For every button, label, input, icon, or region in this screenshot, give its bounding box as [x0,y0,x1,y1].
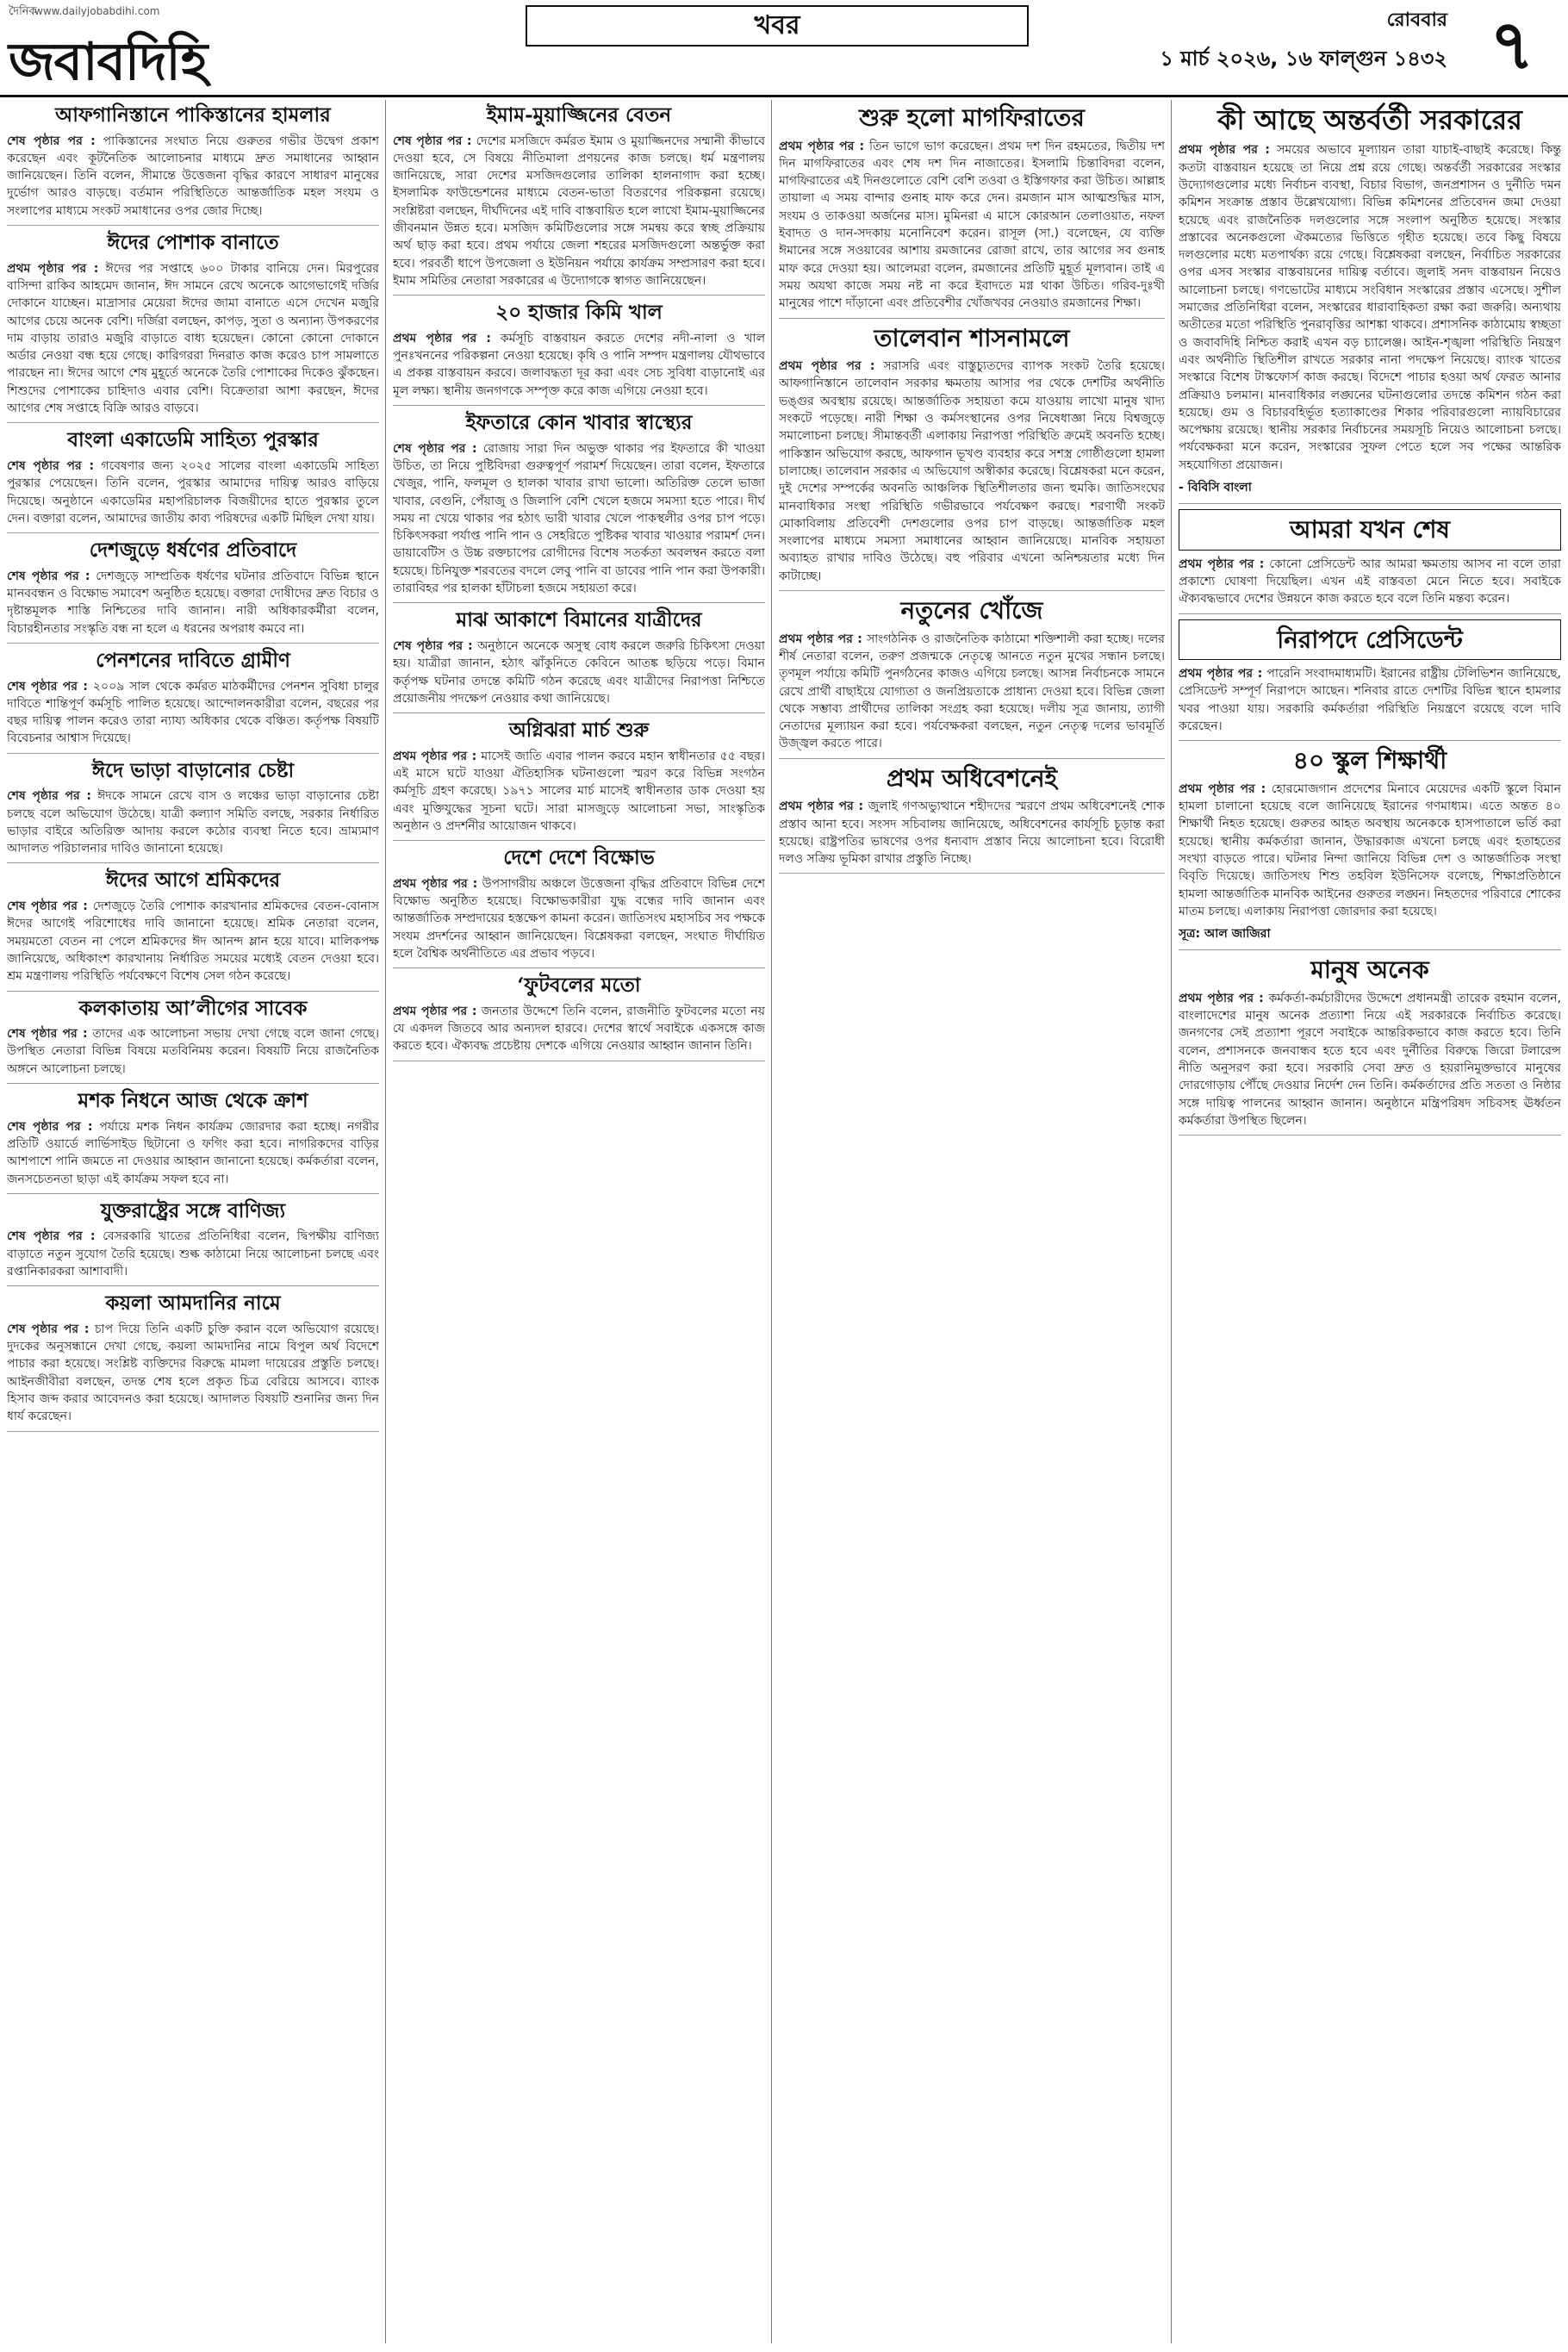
article-headline: আফগানিস্তানে পাকিস্তানের হামলার [55,103,331,127]
article-body [7,1025,379,1078]
column-4 [1179,100,1561,2343]
news-article [7,1291,379,1431]
article-text: জনতার উদ্দেশে তিনি বলেন, রাজনীতি ফুটবলের মতো নয় যে একদল জিতবে আর অন্যদল হারবে। দেশের স্বার্থে সবাইকে একসঙ্গে কাজ করতে হবে। ঐক্যবদ্ধ প্রচেষ্টায় দেশকে এগিয়ে নেওয়ার আহ্বান জানান তিনি। [393,1004,765,1054]
article-headline: তালেবান শাসনামলে [874,323,1070,352]
news-article [393,608,765,713]
article-body [779,798,1165,868]
article-body [779,358,1165,585]
article-headline: ইমাম-মুয়াজ্জিনের বেতন [486,103,672,127]
article-text: সাংগঠনিক ও রাজনৈতিক কাঠামো শক্তিশালী করা হচ্ছে। দলের শীর্ষ নেতারা বলেন, তরুণ প্রজন্মকে নেতৃত্বে আনতে নতুন মুখের সন্ধান চলছে। তৃণমূল পর্যায়ে কমিটি পুনর্গঠনের কাজও এগিয়ে চলছে। আসন্ন নির্বাচনকে সামনে রেখে প্রার্থী বাছাইয়ে যোগ্যতা ও জনপ্রিয়তাকে প্রাধান্য দেওয়া হবে। বিভিন্ন জেলা থেকে সম্ভাব্য প্রার্থীদের তালিকা সংগ্রহ করা হয়েছে। দলীয় সূত্র জানায়, ত্যাগী নেতাদের মূল্যায়ন করা হবে। পর্যবেক্ষকরা বলছেন, নতুন নেতৃত্ব দলের ভাবমূর্তি উজ্জ্বল করতে পারে। [779,632,1165,751]
article-text: দেশের মসজিদে কর্মরত ইমাম ও মুয়াজ্জিনদের সম্মানী কীভাবে দেওয়া হবে, সে বিষয়ে নীতিমালা প্রণয়নের কাজ চলছে। ধর্ম মন্ত্রণালয় জানিয়েছে, সারা দেশের মসজিদগুলোর তালিকা হালনাগাদ করা হচ্ছে। ইসলামিক ফাউন্ডেশনের মাধ্যমে বেতন-ভাতা বিতরণের পরিকল্পনা রয়েছে। সংশ্লিষ্টরা বলছেন, দীর্ঘদিনের এই দাবি বাস্তবায়িত হলে লাখো ইমাম-মুয়াজ্জিনের জীবনমান উন্নত হবে। মসজিদ কমিটিগুলোর সঙ্গে সমন্বয় করে স্বচ্ছ প্রক্রিয়ায় অর্থ ছাড় করা হবে। প্রথম পর্যায়ে জেলা শহরের মসজিদগুলো অন্তর্ভুক্ত করা হবে। পরবর্তী ধাপে উপজেলা ও ইউনিয়ন পর্যায়ে কার্যক্রম সম্প্রসারণ করা হবে। ইমাম সমিতির নেতারা সরকারের এ উদ্যোগকে স্বাগত জানিয়েছেন। [393,134,765,288]
article-body [7,260,379,418]
news-article [393,974,765,1061]
article-body [1179,781,1561,920]
article-text: চাপ দিয়ে তিনি একটি চুক্তি করান বলে অভিযোগ রয়েছে। দুদকের অনুসন্ধানে দেখা গেছে, কয়লা আমদানির নামে বিপুল অর্থ বিদেশে পাচার করা হয়েছে। সংশ্লিষ্ট ব্যক্তিদের বিরুদ্ধে মামলা দায়েরের প্রস্তুতি চলছে। আইনজীবীরা বলছেন, তদন্ত শেষ হলে প্রকৃত চিত্র বেরিয়ে আসবে। ব্যাংক হিসাব জব্দ করার আবেদনও করা হয়েছে। আদালত বিষয়টি শুনানির জন্য দিন ধার্য করেছেন। [7,1322,379,1424]
logo [9,3,319,90]
article-text: গবেষণার জন্য ২০২৫ সালের বাংলা একাডেমি সাহিত্য পুরস্কার পেয়েছেন। তিনি বলেন, পুরস্কার আমাদের দায়িত্ব আরও বাড়িয়ে দিয়েছে। অনুষ্ঠানে একাডেমির মহাপরিচালক বিজয়ীদের হাতে পুরস্কার তুলে দেন। বক্তারা বলেন, আমাদের জাতীয় কাব্য পরিষদের একটি মিছিল দেখা যায়। [7,458,379,526]
article-kicker: প্রথম পৃষ্ঠার পর : [1179,557,1265,571]
article-headline: ঈদের পোশাক বানাতে [107,231,279,255]
article-text: কর্মসূচি বাস্তবায়ন করতে দেশের নদী-নালা ও খাল পুনঃখননের পরিকল্পনা নেওয়া হয়েছে। কৃষি ও পানি সম্পদ মন্ত্রণালয় যৌথভাবে এ প্রকল্প বাস্তবায়ন করবে। জলাবদ্ধতা দূর করা এবং সেচ সুবিধা বাড়ানোই এর মূল লক্ষ্য। স্থানীয় জনগণকে সম্পৃক্ত করে কাজ এগিয়ে নেওয়া হবে। [393,331,765,398]
article-kicker: প্রথম পৃষ্ঠার পর : [7,261,99,276]
article-kicker: প্রথম পৃষ্ঠার পর : [393,1004,477,1018]
article-headline: দেশে দেশে বিক্ষোভ [503,846,655,870]
article-text: পাকিস্তানের সংঘাত নিয়ে গুরুতর গভীর উদ্বেগ প্রকাশ করেছেন এবং কূটনৈতিক আলোচনার মাধ্যমে দ্রুত সমাধানের আহ্বান জানিয়েছেন। তিনি বলেন, সীমান্তে উত্তেজনা বৃদ্ধির কারণে সাধারণ মানুষের দুর্ভোগ আরও বাড়ছে। বর্তমান পরিস্থিতিতে আন্তর্জাতিক মহল সংযম ও সংলাপের মাধ্যমে সংকট সমাধানের ওপর জোর দিচ্ছে। [7,134,379,218]
article-credit: সূত্র: আল জাজিরা [1179,927,1271,942]
news-article [779,324,1165,591]
column-1 [7,100,379,2343]
article-headline: মাঝ আকাশে বিমানের যাত্রীদের [456,608,702,632]
logo-top-text: দৈনিক [9,5,37,18]
article-text: জুলাই গণঅভ্যুত্থানে শহীদদের স্মরণে প্রথম অধিবেশনেই শোক প্রস্তাব আনা হবে। সংসদ সচিবালয় জানিয়েছে, অধিবেশনের কার্যসূচি চূড়ান্ত করা হয়েছে। রাষ্ট্রপতির ভাষণের ওপর ধন্যবাদ প্রস্তাব নিয়ে আলোচনা হবে। বিরোধী দলও সক্রিয় ভূমিকা রাখার প্রস্তুতি নিচ্ছে। [779,800,1165,867]
news-article [1179,746,1561,950]
article-headline: মানুষ অনেক [1310,955,1429,985]
article-body [7,457,379,527]
article-body [7,1228,379,1280]
article-body [7,1118,379,1188]
article-text: ঈদের পর সপ্তাহে ৬০০ টাকার বানিয়ে দেন। মিরপুরের বাসিন্দা রাকিব আহমেদ জানান, ঈদ সামনে রেখে অনেকে আগেভাগেই দর্জির দোকানে যাচ্ছেন। মাদ্রাসার মেয়েরা ঈদের জামা বানাতে এসে দেখেন মজুরি আগের চেয়ে অনেক বেশি। দর্জিরা বলছেন, কাপড়, সুতা ও অন্যান্য উপকরণের দাম বাড়ায় তারাও মজুরি বাড়াতে বাধ্য হয়েছেন। কোনো কোনো দোকানে অর্ডার নেওয়া বন্ধ হয়ে গেছে। কারিগররা দিনরাত কাজ করেও চাপ সামলাতে পারছেন না। ঈদের আগে শেষ মুহূর্তে অনেকে তৈরি পোশাকের দিকেও ঝুঁকছেন। শিশুদের পোশাকের চাহিদাও এবার বেশি। বিক্রেতারা আশা করছেন, ঈদের আগের শেষ সপ্তাহে বিক্রি আরও বাড়বে। [7,261,379,416]
article-kicker: প্রথম পৃষ্ঠার পর : [779,800,864,814]
news-article [393,846,765,968]
article-body [779,631,1165,753]
news-article [1179,509,1561,613]
article-body [1179,990,1561,1129]
article-kicker: প্রথম পৃষ্ঠার পর : [393,331,492,345]
article-body [393,133,765,290]
news-article [7,103,379,226]
news-article [7,1199,379,1286]
article-headline: আমরা যখন শেষ [1179,509,1561,551]
article-kicker: প্রথম পৃষ্ঠার পর : [1179,991,1264,1005]
article-kicker: শেষ পৃষ্ঠার পর : [7,899,88,914]
news-article [7,649,379,754]
article-headline: পেনশনের দাবিতে গ্রামীণ [96,648,290,672]
article-body [779,138,1165,313]
column-2 [393,100,765,2343]
column-divider [771,100,772,2343]
article-headline: ঈদের আগে শ্রমিকদের [105,868,281,893]
article-headline: মশক নিধনে আজ থেকে ক্রাশ [78,1089,308,1113]
article-kicker: শেষ পৃষ্ঠার পর : [7,789,91,804]
article-body [7,787,379,857]
article-body [7,568,379,638]
article-kicker: প্রথম পৃষ্ঠার পর : [393,876,478,891]
article-credit: - বিবিসি বাংলা [1179,481,1252,495]
column-divider [1171,100,1172,2343]
article-kicker: শেষ পৃষ্ঠার পর : [7,1027,88,1042]
news-article [1179,955,1561,1136]
news-article [7,868,379,991]
article-headline: শুরু হলো মাগফিরাতের [859,103,1085,132]
article-text: কর্মকর্তা-কর্মচারীদের উদ্দেশে প্রধানমন্ত্রী তারেক রহমান বলেন, বাংলাদেশের মানুষ অনেক প্রত্যাশা নিয়ে এই সরকারকে নির্বাচিত করেছে। জনগণের সেই প্রত্যাশা পূরণে সবাইকে আন্তরিকভাবে কাজ করতে হবে। তিনি বলেন, প্রশাসনকে জনবান্ধব হতে হবে এবং দুর্নীতির বিরুদ্ধে জিরো টলারেন্স নীতি অনুসরণ করা হবে। সরকারি সেবা দ্রুত ও হয়রানিমুক্তভাবে মানুষের দোরগোড়ায় পৌঁছে দেওয়ার নির্দেশ দেন তিনি। কর্মকর্তাদের প্রতি সততা ও নিষ্ঠার সঙ্গে দায়িত্ব পালনের আহ্বান জানান। অনুষ্ঠানে মন্ত্রিপরিষদ সচিবসহ ঊর্ধ্বতন কর্মকর্তারা উপস্থিত ছিলেন। [1179,991,1561,1128]
news-article [779,103,1165,319]
article-kicker: প্রথম পৃষ্ঠার পর : [779,632,862,646]
article-body [1179,556,1561,608]
issue-date: ১ মার্চ ২০২৬, ১৬ ফাল্গুন ১৪৩২ [1160,47,1447,71]
masthead [0,0,1568,97]
article-headline: কয়লা আমদানির নামে [105,1291,281,1316]
article-kicker: শেষ পৃষ্ঠার পর : [393,134,472,148]
article-body [393,440,765,598]
article-headline: দেশজুড়ে ধর্ষণের প্রতিবাদে [89,538,297,563]
article-text: উপসাগরীয় অঞ্চলে উত্তেজনা বৃদ্ধির প্রতিবাদে বিভিন্ন দেশে বিক্ষোভ অনুষ্ঠিত হয়েছে। বিক্ষোভকারীরা যুদ্ধ বন্ধের দাবি জানান এবং আন্তর্জাতিক সম্প্রদায়ের হস্তক্ষেপ কামনা করেন। জাতিসংঘ মহাসচিব সব পক্ষকে সংযম প্রদর্শনের আহ্বান জানিয়েছেন। বিশ্লেষকরা বলছেন, সংঘাত দীর্ঘায়িত হলে বৈশ্বিক অর্থনীতিতে এর প্রভাব পড়বে। [393,876,765,961]
article-kicker: শেষ পৃষ্ঠার পর : [393,441,477,456]
article-kicker: প্রথম পৃষ্ঠার পর : [779,139,865,153]
article-text: তাদের এক আলোচনা সভায় দেখা গেছে বলে জানা গেছে। উপস্থিত নেতারা বিভিন্ন বিষয়ে মতবিনিময় করেন। বিষয়টি নিয়ে রাজনৈতিক অঙ্গনে আলোচনা চলছে। [7,1027,379,1076]
article-body [7,678,379,748]
article-headline: ২০ হাজার কিমি খাল [495,301,663,325]
article-body [393,330,765,400]
article-text: দেশজুড়ে তৈরি পোশাক কারখানার শ্রমিকদের বেতন-বোনাস ঈদের আগেই পরিশোধের দাবি জানানো হয়েছে। শ্রমিক নেতারা বলেন, সময়মতো বেতন না পেলে শ্রমিকদের ঈদ আনন্দ ম্লান হয়ে যাবে। মালিকপক্ষ জানিয়েছে, অধিকাংশ কারখানায় নির্ধারিত সময়ের মধ্যেই বেতন দেওয়া হবে। শ্রম মন্ত্রণালয় পরিস্থিতি পর্যবেক্ষণে বিশেষ সেল গঠন করেছে। [7,899,379,984]
article-kicker: প্রথম পৃষ্ঠার পর : [1179,781,1266,796]
news-article [7,997,379,1084]
news-article [1179,619,1561,742]
article-headline: যুক্তরাষ্ট্রের সঙ্গে বাণিজ্য [100,1198,286,1223]
article-headline: কলকাতায় আ’লীগের সাবেক [78,996,308,1020]
article-text: সরাসরি এবং বাস্তুচ্যুতদের ব্যাপক সংকট তৈরি হয়েছে। আফগানিস্তানে তালেবান সরকার ক্ষমতায় আসার পর থেকে দেশটির অর্থনীতি ভঙ্গুর অবস্থায় রয়েছে। আন্তর্জাতিক সহায়তা কমে যাওয়ায় লাখো মানুষ খাদ্য সংকটে পড়েছে। নারী শিক্ষা ও কর্মসংস্থানের ওপর নিষেধাজ্ঞা নিয়ে বিশ্বজুড়ে সমালোচনা চলছে। সীমান্তবর্তী এলাকায় নিরাপত্তা পরিস্থিতি ক্রমেই অবনতি হচ্ছে। পাকিস্তান অভিযোগ করছে, আফগান ভূখণ্ড ব্যবহার করে সশস্ত্র গোষ্ঠীগুলো হামলা চালাচ্ছে। তালেবান সরকার এ অভিযোগ অস্বীকার করেছে। বিশ্লেষকরা মনে করেন, দুই দেশের সম্পর্কের অবনতি আঞ্চলিক স্থিতিশীলতার জন্য হুমকি। জাতিসংঘের মানবাধিকার সংস্থা পরিস্থিতি গভীরভাবে পর্যবেক্ষণ করছে। শরণার্থী সংকট মোকাবিলায় প্রতিবেশী দেশগুলোর ওপর চাপ বাড়ছে। আন্তর্জাতিক মহল সংলাপের মাধ্যমে সমস্যা সমাধানের আহ্বান জানিয়েছে। মানবিক সহায়তা অব্যাহত রাখার দাবিও উঠেছে। বহু পরিবার এখনো অনিশ্চয়তার মধ্যে দিন কাটাচ্ছে। [779,359,1165,583]
article-text: বেসরকারি খাতের প্রতিনিধিরা বলেন, দ্বিপক্ষীয় বাণিজ্য বাড়াতে নতুন সুযোগ তৈরি হয়েছে। শুল্ক কাঠামো নিয়ে আলোচনা চলছে এবং রপ্তানিকারকরা আশাবাদী। [7,1229,379,1279]
article-headline: ঈদে ভাড়া বাড়ানোর চেষ্টা [91,758,295,782]
article-body [7,1321,379,1426]
logo-url: www.dailyjobabdihi.com [34,5,160,17]
article-body [1179,141,1561,474]
article-text: অনুষ্ঠানে অনেকে অসুস্থ বোধ করলে জরুরি চিকিৎসা দেওয়া হয়। যাত্রীরা জানান, হঠাৎ ঝাঁকুনিতে কেবিনে আতঙ্ক ছড়িয়ে পড়ে। বিমান কর্তৃপক্ষ ঘটনার তদন্তে কমিটি গঠন করেছে এবং যাত্রীদের নিরাপত্তা নিশ্চিতে প্রয়োজনীয় পদক্ষেপ নেওয়ার কথা জানিয়েছে। [393,638,765,706]
news-article [7,1089,379,1194]
news-article [7,428,379,533]
article-text: হোরমোজগান প্রদেশের মিনাবে মেয়েদের একটি স্কুলে বিমান হামলা চালানো হয়েছে বলে জানিয়েছে ইরানের গণমাধ্যম। এতে অন্তত ৪০ শিক্ষার্থী নিহত হয়েছে। গুরুতর আহত অবস্থায় অনেককে হাসপাতালে ভর্তি করা হয়েছে। স্থানীয় কর্মকর্তারা জানান, উদ্ধারকাজ এখনো চলছে এবং হতাহতের সংখ্যা বাড়তে পারে। ঘটনার নিন্দা জানিয়ে বিভিন্ন দেশ ও আন্তর্জাতিক সংস্থা বিবৃতি দিয়েছে। জাতিসংঘ শিশু তহবিল ইউনিসেফ বলেছে, শিক্ষাপ্রতিষ্ঠানে হামলা আন্তর্জাতিক মানবিক আইনের গুরুতর লঙ্ঘন। নিহতদের পরিবারে শোকের মাতম চলছে। এলাকায় নিরাপত্তা জোরদার করা হয়েছে। [1179,781,1561,918]
column-3 [779,100,1165,2343]
article-headline: নতুনের খোঁজে [900,596,1043,625]
article-headline: কী আছে অন্তর্বর্তী সরকারের [1217,103,1522,136]
article-text: তিন ভাগে ভাগ করেছেন। প্রথম দশ দিন রহমতের, দ্বিতীয় দশ দিন মাগফিরাতের এবং শেষ দশ দিন নাজাতের। ইসলামি চিন্তাবিদরা বলেন, মাগফিরাতের এই দিনগুলোতে বেশি বেশি তওবা ও ইস্তিগফার করা উচিত। আল্লাহ তায়ালা এ সময় বান্দার গুনাহ মাফ করে দেন। রমজান মাস আত্মশুদ্ধির মাস, সংযম ও তাকওয়া অর্জনের মাস। মুমিনরা এ মাসে কোরআন তেলাওয়াত, নফল ইবাদত ও দান-সদকায় মনোনিবেশ করেন। রাসূল (সা.) বলেছেন, যে ব্যক্তি ঈমানের সঙ্গে সওয়াবের আশায় রমজানের রোজা রাখে, তার আগের সব গুনাহ মাফ করে দেওয়া হয়। আলেমরা বলেন, রমজানের প্রতিটি মুহূর্ত মূল্যবান। তাই এ সময় অযথা কাজে সময় নষ্ট না করে ইবাদতে মগ্ন থাকা উচিত। গরিব-দুঃখী মানুষের পাশে দাঁড়ানো এবং প্রতিবেশীর খোঁজখবর নেওয়াও রমজানের শিক্ষা। [779,139,1165,311]
section-title: খবর [526,5,1029,47]
article-text: কোনো প্রেসিডেন্ট আর আমরা ক্ষমতায় আসব না বলে তারা প্রকাশ্যে ঘোষণা দিয়েছিল। এখন এই বাস্তবতা মেনে নিতে হবে। সবাইকে ঐক্যবদ্ধভাবে দেশের উন্নয়নে কাজ করতে হবে বলে তিনি মন্তব্য করেন। [1179,557,1561,607]
article-kicker: প্রথম পৃষ্ঠার পর : [1179,667,1263,681]
article-body [7,133,379,220]
article-headline: ৪০ স্কুল শিক্ষার্থী [1292,746,1447,775]
article-text: মাসেই জাতি এবার পালন করবে মহান স্বাধীনতার ৫৫ বছর। এই মাসে ঘটে যাওয়া ঐতিহাসিক ঘটনাগুলো স্মরণ করে বিভিন্ন সংগঠন কর্মসূচি গ্রহণ করেছে। ১৯৭১ সালের মার্চ মাসেই স্বাধীনতার ডাক দেওয়া হয় এবং মুক্তিযুদ্ধের সূচনা ঘটে। সারা মাসজুড়ে আলোচনা সভা, সাংস্কৃতিক অনুষ্ঠান ও প্রদর্শনীর আয়োজন থাকবে। [393,749,765,833]
news-article [1179,103,1561,504]
article-body [393,748,765,835]
article-body [7,898,379,985]
article-headline: প্রথম অধিবেশনেই [886,763,1058,793]
article-kicker: শেষ পৃষ্ঠার পর : [7,1322,90,1336]
news-article [7,759,379,864]
issue-day: রোববার [1386,9,1447,31]
news-article [7,231,379,423]
article-kicker: শেষ পৃষ্ঠার পর : [7,1229,96,1244]
article-kicker: শেষ পৃষ্ঠার পর : [393,638,473,653]
article-kicker: প্রথম পৃষ্ঠার পর : [393,749,477,763]
article-body [393,1003,765,1055]
article-kicker: শেষ পৃষ্ঠার পর : [7,134,96,148]
article-kicker: শেষ পৃষ্ঠার পর : [7,569,90,583]
article-headline: ‘ফুটবলের মতো [517,974,641,998]
article-kicker: শেষ পৃষ্ঠার পর : [7,679,88,694]
article-text: পারেনি সংবাদমাধ্যমটি। ইরানের রাষ্ট্রীয় টেলিভিশন জানিয়েছে, প্রেসিডেন্ট সম্পূর্ণ নিরাপদে আছেন। শনিবার রাতে দেশটির বিভিন্ন স্থানে হামলার খবর পাওয়া যায়। সরকারি কর্মকর্তারা পরিস্থিতি নিয়ন্ত্রণে রয়েছে বলে দাবি করেছেন। [1179,667,1561,733]
news-article [779,596,1165,759]
column-divider [385,100,386,2343]
article-text: ২০০৯ সাল থেকে কর্মরত মাঠকর্মীদের পেনশন সুবিধা চালুর দাবিতে শান্তিপূর্ণ কর্মসূচি পালিত হয়েছে। আন্দোলনকারীরা বলেন, বছরের পর বছর দায়িত্ব পালন করেও তারা ন্যায্য অধিকার থেকে বঞ্চিত। কর্তৃপক্ষ বিষয়টি বিবেচনার আশ্বাস দিয়েছে। [7,679,379,746]
article-headline: বাংলা একাডেমি সাহিত্য পুরস্কার [67,428,319,452]
article-text: পর্যায়ে মশক নিধন কার্যক্রম জোরদার করা হচ্ছে। নগরীর প্রতিটি ওয়ার্ডে লার্ভিসাইড ছিটানো ও ফগিং করা হবে। নাগরিকদের বাড়ির আশপাশে পানি জমতে না দেওয়ার আহ্বান জানানো হয়েছে। কর্মকর্তারা বলেন, জনসচেতনতা ছাড়া এই কার্যক্রম সফল হবে না। [7,1119,379,1186]
article-kicker: প্রথম পৃষ্ঠার পর : [779,359,875,374]
news-article [779,764,1165,874]
article-text: রোজায় সারা দিন অভুক্ত থাকার পর ইফতারে কী খাওয়া উচিত, তা নিয়ে পুষ্টিবিদরা গুরুত্বপূর্ণ পরামর্শ দিয়েছেন। তারা বলেন, ইফতারে খেজুর, পানি, ফলমূল ও হালকা খাবার রাখা ভালো। অতিরিক্ত তেলে ভাজা খাবার, বেগুনি, পেঁয়াজু ও জিলাপি বেশি খেলে হজমে সমস্যা হতে পারে। দীর্ঘ সময় না খেয়ে থাকার পর হঠাৎ ভারী খাবার খেলে পাকস্থলীর ওপর চাপ পড়ে। চিকিৎসকরা পর্যাপ্ত পানি পান ও সেহরিতে পুষ্টিকর খাবার খাওয়ার পরামর্শ দেন। ডায়াবেটিস ও উচ্চ রক্তচাপের রোগীদের বিশেষ সতর্কতা অবলম্বন করতে বলা হয়েছে। চিনিযুক্ত শরবতের বদলে লেবু পানি বা ডাবের পানি পান করা উপকারী। তারাবিহর পর হালকা হাঁটাচলা হজমে সহায়তা করে। [393,441,765,596]
article-kicker: শেষ পৃষ্ঠার পর : [7,1119,93,1134]
article-body [393,875,765,962]
article-headline: নিরাপদে প্রেসিডেন্ট [1179,619,1561,661]
news-article [393,719,765,841]
news-article [393,411,765,603]
page-number: ৭ [1489,4,1535,85]
logo-text: জবাবদিহি [9,32,208,92]
news-article [7,538,379,644]
article-body [1179,665,1561,735]
article-headline: অগ্নিঝরা মার্চ শুরু [508,719,650,743]
news-article [393,103,765,296]
article-kicker: শেষ পৃষ্ঠার পর : [7,458,95,473]
news-article [393,301,765,406]
article-text: দেশজুড়ে সাম্প্রতিক ধর্ষণের ঘটনার প্রতিবাদে বিভিন্ন স্থানে মানববন্ধন ও বিক্ষোভ সমাবেশ অনুষ্ঠিত হয়েছে। বক্তারা দোষীদের দ্রুত বিচার ও দৃষ্টান্তমূলক শাস্তি নিশ্চিতের দাবি জানান। নারী অধিকারকর্মীরা বলেন, বিচারহীনতার সংস্কৃতি বন্ধ না হলে এ ধরনের অপরাধ কমবে না। [7,569,379,636]
article-headline: ইফতারে কোন খাবার স্বাস্থ্যের [465,411,693,435]
article-text: ঈদকে সামনে রেখে বাস ও লঞ্চের ভাড়া বাড়ানোর চেষ্টা চলছে বলে অভিযোগ উঠেছে। যাত্রী কল্যাণ সমিতি বলছে, সরকার নির্ধারিত ভাড়ার বাইরে অতিরিক্ত আদায় করলে কঠোর ব্যবস্থা নিতে হবে। ভ্রাম্যমাণ আদালত পরিচালনার দাবিও জানানো হয়েছে। [7,789,379,856]
article-kicker: প্রথম পৃষ্ঠার পর : [1179,143,1271,158]
article-text: সময়ের অভাবে মূল্যায়ন তারা যাচাই-বাছাই করেছে। কিন্তু কতটা বাস্তবায়ন হয়েছে তা নিয়ে প্রশ্ন রয়ে গেছে। অন্তর্বর্তী সরকারের সংস্কার উদ্যোগগুলোর মধ্যে নির্বাচন ব্যবস্থা, বিচার বিভাগ, জনপ্রশাসন ও দুর্নীতি দমন কমিশন সংক্রান্ত প্রস্তাব উল্লেখযোগ্য। বিভিন্ন কমিশনের প্রতিবেদন জমা দেওয়া হয়েছে এবং রাজনৈতিক দলগুলোর সঙ্গে সংলাপ অনুষ্ঠিত হয়েছে। সংস্কার প্রস্তাবের অনেকগুলো ঐকমত্যের ভিত্তিতে গৃহীত হয়েছে। তবে কিছু বিষয়ে দলগুলোর মধ্যে মতপার্থক্য রয়ে গেছে। বিশ্লেষকরা বলছেন, নির্বাচিত সরকারের ওপর এসব সংস্কার বাস্তবায়নের দায়িত্ব বর্তাবে। জুলাই সনদ বাস্তবায়ন নিয়েও আলোচনা চলছে। গণভোটের মাধ্যমে সংবিধান সংস্কারের প্রস্তাব এসেছে। সুশীল সমাজের প্রতিনিধিরা বলেন, সংস্কারের ধারাবাহিকতা রক্ষা করা জরুরি। অন্যথায় অতীতের মতো পরিস্থিতি পুনরাবৃত্তির আশঙ্কা থাকবে। প্রশাসনিক কাঠামোয় স্বচ্ছতা ও জবাবদিহি নিশ্চিত করাই এখন বড় চ্যালেঞ্জ। আইন-শৃঙ্খলা পরিস্থিতি নিয়ন্ত্রণ এবং অর্থনীতি স্থিতিশীল রাখতে সরকার নানা পদক্ষেপ নিয়েছে। ব্যাংক খাতের সংস্কারে বিশেষ টাস্কফোর্স কাজ করছে। বিদেশে পাচার হওয়া অর্থ ফেরত আনার প্রক্রিয়াও চলমান। মানবাধিকার লঙ্ঘনের ঘটনাগুলোর তদন্তে কমিশন গঠন করা হয়েছে। গুম ও বিচারবহির্ভূত হত্যাকাণ্ডের শিকার পরিবারগুলো ন্যায়বিচারের অপেক্ষায় রয়েছে। স্থানীয় সরকার নির্বাচনের সময়সূচি নিয়েও আলোচনা চলছে। পর্যবেক্ষকরা মনে করেন, সংস্কারের সুফল পেতে হলে সব পক্ষের আন্তরিক সহযোগিতা প্রয়োজন। [1179,143,1561,472]
article-body [393,638,765,707]
